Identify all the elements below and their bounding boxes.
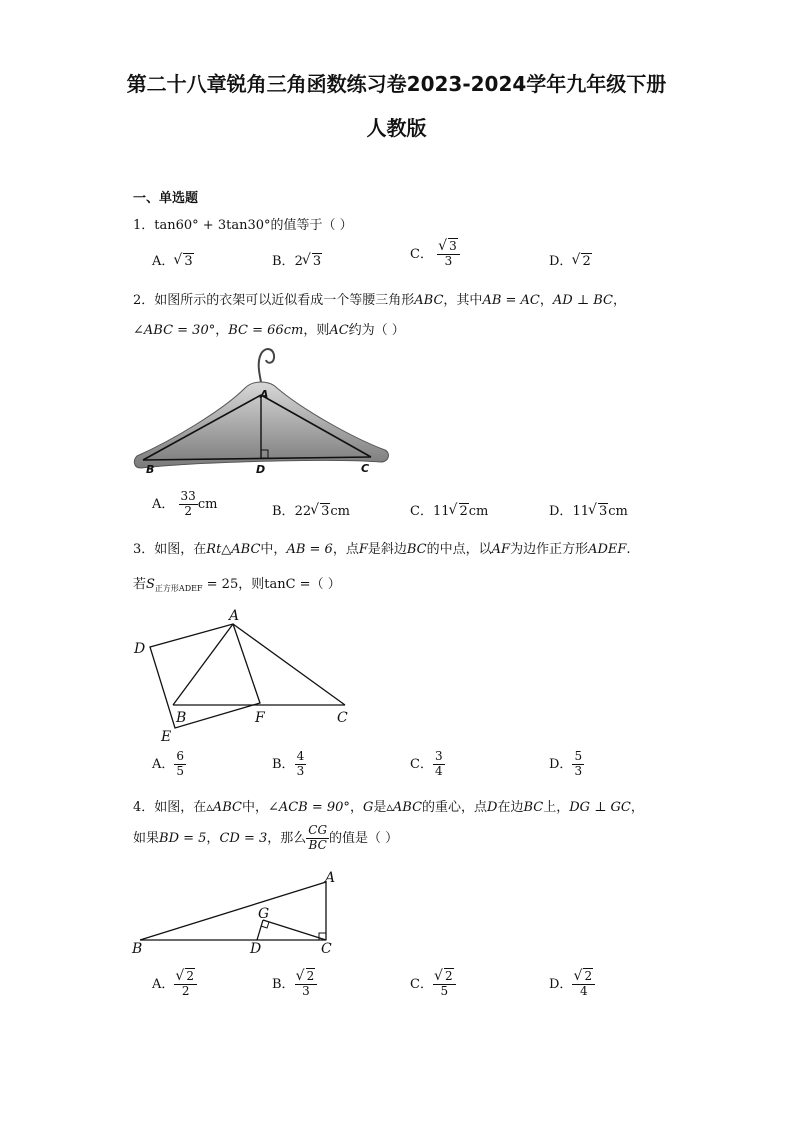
q2-option-b[interactable]: B．22√ 3cm <box>272 500 350 519</box>
centroid-triangle-figure <box>130 868 350 958</box>
q2-option-a[interactable]: A． $\frac{33}{2}$ cm <box>152 489 218 518</box>
fig3-label-b: B <box>176 710 187 726</box>
fig3-label-c: C <box>337 710 348 726</box>
fig4-label-b: B <box>132 941 143 957</box>
hanger-label-d: D <box>256 463 266 476</box>
fig4-label-a: A <box>325 870 336 886</box>
question-4-line1: 4．如图，在▵ABC中，∠ACB = 90°，G是▵ABC的重心，点D在边BC上，DG ⊥ GC， <box>133 800 644 815</box>
fig3-label-e: E <box>161 729 172 745</box>
doc-title-line2: 人教版 <box>366 116 427 140</box>
hanger-hook <box>259 349 274 382</box>
doc-title-line1: 第二十八章锐角三角函数练习卷2023-2024学年九年级下册 <box>126 72 667 96</box>
question-3-line2: 若$S_{正方形ADEF} = 25$，则tanC =（ ） <box>133 577 341 593</box>
q4-option-a[interactable]: A． √ $\frac{2}{2}$ <box>152 970 197 999</box>
square-triangle-figure <box>130 605 370 745</box>
q4-option-d[interactable]: D． √ $\frac{2}{4}$ <box>549 970 595 999</box>
question-2-line2: ∠ABC = 30°，BC = 66cm，则AC约为（ ） <box>133 323 405 338</box>
hanger-label-a: A <box>260 388 269 401</box>
question-2-line1: 2．如图所示的衣架可以近似看成一个等腰三角形ABC，其中AB = AC，AD ⊥ BC， <box>133 293 626 308</box>
question-4-line2: 如果BD = 5，CD = 3，那么 $\frac{CG}{BC}$ 的值是（ ） <box>133 823 399 852</box>
q3-option-c[interactable]: C． $\frac{3}{4}$ <box>410 749 443 778</box>
fig4-label-d: D <box>250 941 262 957</box>
q1-option-a[interactable]: A．√ 3 <box>152 250 194 269</box>
q2-option-c[interactable]: C．11√ 2cm <box>410 500 488 519</box>
section-heading: 一、单选题 <box>133 191 199 206</box>
hanger-figure <box>133 340 393 480</box>
question-3-line1: 3．如图，在Rt△ABC中，AB = 6，点F是斜边BC的中点，以AF为边作正方形ADEF. <box>133 542 631 557</box>
hanger-label-c: C <box>361 462 370 475</box>
q1-option-d[interactable]: D．√ 2 <box>549 250 592 269</box>
fig3-label-a: A <box>229 608 240 624</box>
fig4-label-c: C <box>321 941 332 957</box>
fig4-label-g: G <box>258 906 270 922</box>
hanger-label-b: B <box>146 463 155 476</box>
question-1: 1．tan60° + 3tan30°的值等于（ ） <box>133 218 353 233</box>
q1-expression: tan60° + 3tan30° <box>154 218 271 233</box>
q1-option-b[interactable]: B．2√ 3 <box>272 250 322 269</box>
fig3-label-d: D <box>134 641 146 657</box>
fig3-label-f: F <box>255 710 265 726</box>
q3-option-b[interactable]: B． $\frac{4}{3}$ <box>272 749 305 778</box>
q3-option-a[interactable]: A． $\frac{6}{5}$ <box>152 749 185 778</box>
q4-option-c[interactable]: C． √ $\frac{2}{5}$ <box>410 970 456 999</box>
q3-option-d[interactable]: D． $\frac{5}{3}$ <box>549 749 583 778</box>
q1-option-c[interactable]: C． √ $\frac{3}{3}$ <box>410 240 460 269</box>
q4-option-b[interactable]: B． √ $\frac{2}{3}$ <box>272 970 317 999</box>
q2-option-d[interactable]: D．11√ 3cm <box>549 500 628 519</box>
